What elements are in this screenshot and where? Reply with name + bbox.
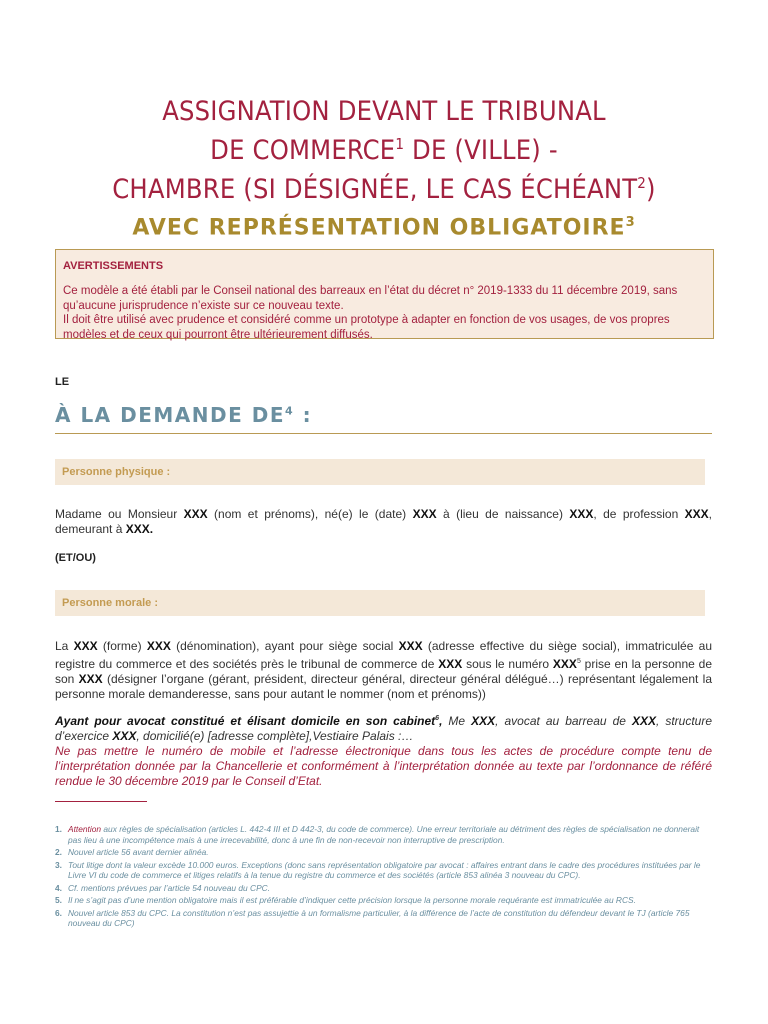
footnote-body: aux règles de spécialisation (articles L. 442-4 III et D 442-3, du code de commerce). Une erreur territoriale au détriment des règles de spécialisation ne donnerait pas lieu à une incompétence mais à une irrecevabilité, donc à une fin de non-recevoir non interruptive de prescription. — [68, 824, 700, 845]
footnote-body: Il ne s’agit pas d’une mention obligatoire mais il est préférable d’indiquer cette précision lorsque la personne morale requérante est immatriculée au RCS. — [68, 895, 636, 905]
heading-text: À LA DEMANDE DE — [55, 403, 285, 427]
band-personne-physique: Personne physique : — [55, 459, 705, 485]
subtitle-text: AVEC REPRÉSENTATION OBLIGATOIRE — [132, 215, 626, 241]
footnote-ref: 5 — [576, 658, 581, 665]
heading-colon: : — [294, 403, 313, 427]
avocat-lead: Ayant pour avocat constitué et élisant domicile en son cabinet — [55, 714, 436, 728]
footnote-body: Tout litige dont la valeur excède 10.000 euros. Exceptions (donc sans représentation obligatoire par avocat : affaires entrant dans le cadre des procédures instituées par le Livre VI du code de commerce et litiges relatifs à la tenue du registre du commerce et des sociétés (article 853 alinéa 3 nouveau du CPC). — [68, 859, 701, 880]
placeholder: XXX — [438, 657, 463, 671]
placeholder: XXX — [684, 507, 709, 521]
placeholder: XXX — [471, 714, 496, 728]
placeholder: XXX — [112, 729, 137, 743]
footnote-item — [55, 895, 712, 906]
subtitle — [0, 208, 768, 243]
footnote-body: Cf. mentions prévues par l’article 54 nouveau du CPC. — [68, 882, 271, 893]
placeholder: XXX — [412, 507, 437, 521]
footnote-body: Nouvel article 56 avant dernier alinéa. — [68, 847, 209, 857]
placeholder: XXX — [552, 657, 577, 671]
footnote-ref: 2 — [637, 174, 647, 192]
footnote-separator — [55, 801, 147, 802]
footnote-lead: Attention — [68, 824, 102, 834]
title-text: CHAMBRE (SI DÉSIGNÉE, LE CAS ÉCHÉANT — [112, 174, 638, 205]
date-label: LE — [55, 376, 70, 388]
footnote-number: 3. — [55, 859, 62, 870]
document-title — [0, 0, 768, 243]
placeholder: XXX. — [125, 522, 154, 536]
footnote-number: 6. — [55, 907, 62, 918]
title-line-3 — [0, 167, 768, 206]
footnote-item — [55, 847, 712, 858]
footnote-text — [68, 908, 712, 929]
title-text: ASSIGNATION DEVANT LE TRIBUNAL — [162, 96, 606, 127]
warning-title: AVERTISSEMENTS — [63, 260, 164, 272]
footnote-ref: 6 — [435, 715, 440, 722]
placeholder: XXX — [78, 672, 103, 686]
footnote-text — [68, 860, 712, 881]
placeholder: XXX — [398, 639, 423, 653]
footnote-ref: 1 — [395, 135, 405, 153]
placeholder: XXX — [73, 639, 98, 653]
footnote-number: 2. — [55, 847, 62, 857]
footnote-text — [68, 883, 712, 894]
avocat-warning: Ne pas mettre le numéro de mobile et l’adresse électronique dans tous les actes de procédure compte tenu de l’interprétation donnée par la Chancellerie et conformément à l’interprétation donnée au texte par l’ordonnance de référé rendue le 30 décembre 2019 par le Conseil d’Etat. — [55, 744, 712, 788]
footnote-ref: 4 — [285, 404, 295, 418]
section-heading-demande — [55, 403, 712, 434]
footnote-item — [55, 908, 712, 929]
footnote-number: 5. — [55, 895, 62, 905]
footnote-ref: 3 — [625, 215, 636, 230]
footnote-text — [68, 824, 712, 845]
footnote-number: 4. — [55, 882, 62, 893]
paragraph-avocat: Ayant pour avocat constitué et élisant domicile en son cabinet$^6$, Me XXX, avocat au barreau de XXX, structure d’exercice XXX, domicilié(e) [adresse complète],Vestiaire Palais :… Ne pas mettre le numéro de mobile et l’adresse électronique dans tous les actes de procédure compte tenu de l’interprétation donnée par la Chancellerie et conformément à l’interprétation donnée au texte par l’ordonnance de référé rendue le 30 décembre 2019 par le Conseil d’Etat. — [55, 714, 712, 788]
footnote-text — [68, 895, 712, 906]
placeholder: XXX — [569, 507, 594, 521]
placeholder: XXX — [183, 507, 208, 521]
et-ou-label: (ET/OU) — [55, 552, 96, 564]
title-line-1 — [0, 96, 768, 128]
footnote-number: 1. — [55, 824, 62, 834]
footnotes — [55, 824, 712, 931]
footnote-item — [55, 860, 712, 881]
warning-paragraph: Il doit être utilisé avec prudence et considéré comme un prototype à adapter en fonction de vos usages, de vos propres modèles et de ceux qui pourront être ultérieurement diffusés. — [63, 314, 670, 341]
warning-paragraph: Ce modèle a été établi par le Conseil national des barreaux en l’état du décret n° 2019-1333 du 11 décembre 2019, sans qu’aucune jurisprudence n’existe sur ce nouveau texte. — [63, 285, 678, 312]
title-text: DE COMMERCE — [210, 135, 396, 166]
footnote-text — [68, 847, 712, 858]
placeholder: XXX — [146, 639, 171, 653]
title-line-2 — [0, 128, 768, 167]
paragraph-personne-physique: Madame ou Monsieur XXX (nom et prénoms), né(e) le (date) XXX à (lieu de naissance) XXX, de profession XXX, demeurant à XXX. — [55, 507, 713, 536]
title-text: ) — [646, 174, 656, 205]
band-personne-morale: Personne morale : — [55, 590, 705, 616]
title-text: DE (VILLE) - — [404, 135, 558, 166]
placeholder: XXX — [631, 714, 656, 728]
footnote-item — [55, 824, 712, 845]
warning-box — [55, 249, 714, 339]
footnote-body: Nouvel article 853 du CPC. La constitution n’est pas assujettie à un formalisme particulier, à la différence de l’acte de constitution du défendeur devant le TJ (article 765 nouveau du CPC) — [68, 907, 690, 928]
footnote-item — [55, 883, 712, 894]
warning-text — [63, 284, 706, 342]
paragraph-personne-morale: La XXX (forme) XXX (dénomination), ayant pour siège social XXX (adresse effective du siège social), immatriculée au registre du commerce et des sociétés près le tribunal de commerce de XXX sous le numéro XXX$^5$ prise en la personne de son XXX (désigner l’organe (gérant, président, directeur général, directeur général délégué…) représentant légalement la personne morale demanderesse, sans pour autant le nommer (nom et prénoms)) — [55, 639, 713, 701]
